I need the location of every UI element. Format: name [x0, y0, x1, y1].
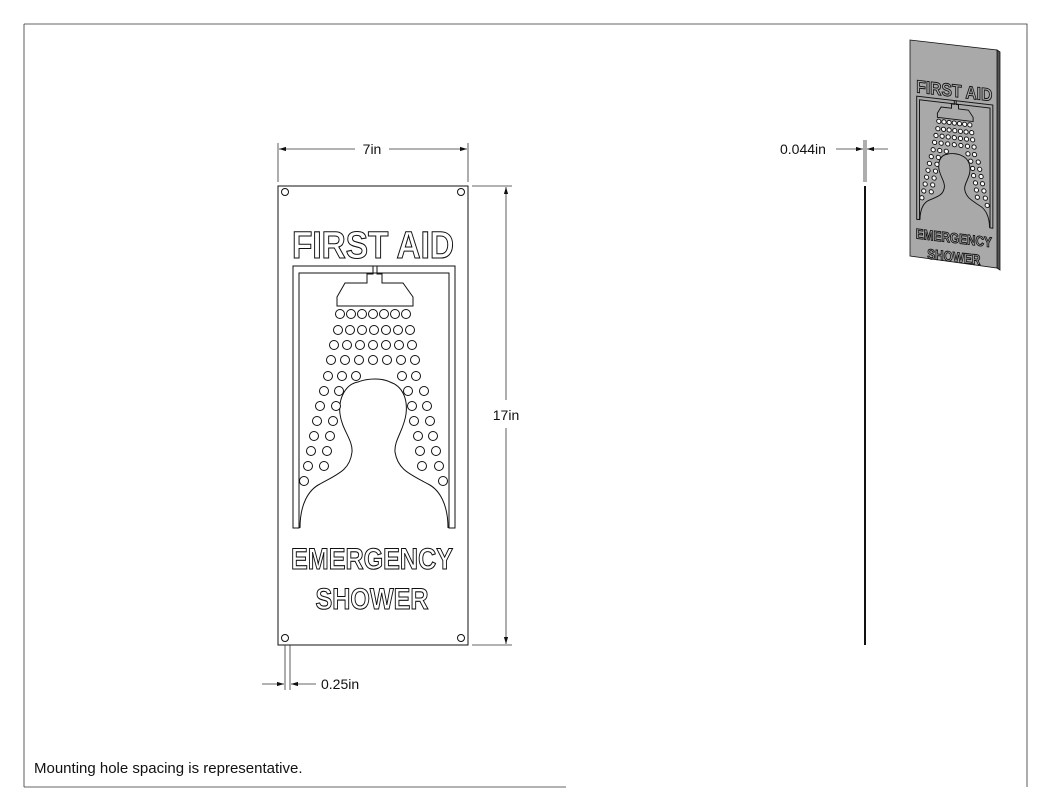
- iso-top-text: FIRST AID: [916, 76, 1003, 107]
- mounting-hole: [282, 635, 289, 642]
- water-drop: [420, 387, 429, 396]
- iso-water-drop: [934, 133, 938, 138]
- water-drop: [408, 341, 417, 350]
- iso-water-drop: [964, 130, 968, 135]
- iso-water-drop: [978, 167, 982, 172]
- water-drop: [426, 417, 435, 426]
- water-drop: [404, 387, 413, 396]
- iso-water-drop: [924, 175, 928, 180]
- water-drop: [335, 387, 344, 396]
- water-drop: [435, 462, 444, 471]
- iso-water-drop: [929, 154, 933, 159]
- iso-water-drop: [922, 189, 926, 194]
- width-dimension-label: 7in: [362, 141, 382, 157]
- iso-water-drop: [975, 195, 979, 200]
- water-drop: [300, 477, 309, 486]
- water-drop: [310, 432, 319, 441]
- water-drop: [370, 326, 379, 335]
- water-drop: [411, 356, 420, 365]
- iso-water-drop: [926, 168, 930, 173]
- iso-water-drop: [968, 123, 972, 128]
- sheet-border: [24, 24, 1027, 787]
- iso-water-drop: [965, 144, 969, 149]
- water-drop: [369, 310, 378, 319]
- sign-bottom-text-line1: EMERGENCY: [291, 543, 453, 576]
- iso-water-drop: [952, 135, 956, 140]
- water-drop: [383, 356, 392, 365]
- sign-top-text: FIRST AID: [292, 225, 454, 267]
- iso-water-drop: [973, 181, 977, 186]
- iso-water-drop: [958, 136, 962, 141]
- iso-water-drop: [931, 147, 935, 152]
- water-drop: [369, 341, 378, 350]
- iso-bottom-text-line2: SHOWER: [927, 245, 991, 269]
- iso-water-drop: [932, 140, 936, 145]
- side-view: [780, 140, 888, 645]
- thickness-dimension-label: 0.044in: [780, 141, 826, 157]
- inner-frame: [293, 266, 455, 528]
- water-drop: [412, 372, 421, 381]
- water-drop: [418, 462, 427, 471]
- water-drop: [414, 432, 423, 441]
- isometric-view: [910, 40, 1007, 270]
- iso-water-drop: [969, 159, 973, 164]
- front-view: [278, 186, 468, 645]
- water-drop: [346, 326, 355, 335]
- iso-water-drop: [976, 160, 980, 165]
- iso-water-drop: [927, 161, 931, 166]
- water-drop: [394, 326, 403, 335]
- water-drop: [326, 432, 335, 441]
- iso-water-drop: [974, 188, 978, 193]
- iso-water-drop: [940, 134, 944, 139]
- water-drop: [356, 341, 365, 350]
- iso-water-drop: [971, 166, 975, 171]
- iso-water-drop: [985, 203, 989, 208]
- iso-water-drop: [952, 121, 956, 126]
- iso-water-drop: [938, 148, 942, 153]
- hole-inset-dimension: [262, 645, 359, 692]
- iso-water-drop: [939, 141, 943, 146]
- iso-water-drop: [935, 162, 939, 167]
- iso-water-drop: [947, 120, 951, 125]
- iso-water-drop: [936, 126, 940, 131]
- water-drop: [398, 372, 407, 381]
- water-drop: [336, 310, 345, 319]
- water-drop: [323, 447, 332, 456]
- water-drop: [423, 402, 432, 411]
- iso-water-drop: [944, 149, 948, 154]
- iso-water-drop: [929, 189, 933, 194]
- iso-water-drop: [970, 130, 974, 135]
- iso-water-drop: [959, 143, 963, 148]
- water-drop: [338, 372, 347, 381]
- height-dimension-label: 17in: [492, 407, 520, 423]
- iso-water-drop: [952, 142, 956, 147]
- water-drop: [406, 326, 415, 335]
- plate-edge: [864, 186, 866, 645]
- iso-bottom-text-line1: EMERGENCY: [915, 225, 1007, 253]
- water-drop: [307, 447, 316, 456]
- iso-water-drop: [946, 142, 950, 147]
- iso-water-drop: [971, 137, 975, 142]
- iso-plate-side: [997, 50, 1000, 270]
- iso-water-drop: [963, 122, 967, 127]
- water-drop: [352, 372, 361, 381]
- water-drop: [329, 417, 338, 426]
- iso-water-drop: [933, 169, 937, 174]
- water-drop: [402, 310, 411, 319]
- iso-water-drop: [957, 121, 961, 126]
- water-drop: [347, 310, 356, 319]
- iso-water-drop: [972, 152, 976, 157]
- iso-water-drop: [953, 128, 957, 133]
- iso-water-drop: [920, 195, 924, 200]
- drawing-note: Mounting hole spacing is representative.: [34, 760, 303, 777]
- iso-water-drop: [982, 189, 986, 194]
- water-drop: [380, 310, 389, 319]
- iso-water-drop: [932, 176, 936, 181]
- mounting-hole: [458, 635, 465, 642]
- water-drop: [382, 326, 391, 335]
- iso-water-drop: [942, 120, 946, 125]
- water-drop: [432, 447, 441, 456]
- iso-water-drop: [979, 174, 983, 179]
- water-drop: [416, 447, 425, 456]
- iso-water-drop: [937, 119, 941, 124]
- iso-water-drop: [947, 128, 951, 133]
- water-drop: [327, 356, 336, 365]
- water-drop: [358, 310, 367, 319]
- iso-water-drop: [936, 155, 940, 160]
- sign-bottom-text-line2: SHOWER: [315, 583, 429, 616]
- iso-water-drop: [946, 135, 950, 140]
- iso-water-drop: [980, 181, 984, 186]
- iso-water-drop: [983, 196, 987, 201]
- water-drop: [320, 387, 329, 396]
- shower-head-icon: [337, 266, 413, 306]
- water-drop: [320, 462, 329, 471]
- water-drop: [304, 462, 313, 471]
- water-drop: [382, 341, 391, 350]
- water-drop: [334, 326, 343, 335]
- water-drop: [429, 432, 438, 441]
- hole-inset-dimension-label: 0.25in: [321, 676, 360, 692]
- water-drop: [330, 341, 339, 350]
- iso-water-drop: [958, 129, 962, 134]
- water-drop: [358, 326, 367, 335]
- iso-water-drop: [964, 137, 968, 142]
- iso-water-drop: [972, 145, 976, 150]
- height-dimension: [472, 186, 519, 645]
- water-drop: [408, 402, 417, 411]
- water-drop: [316, 402, 325, 411]
- width-dimension: [278, 141, 468, 182]
- water-drop: [343, 341, 352, 350]
- iso-water-drop: [931, 183, 935, 188]
- water-drop: [324, 372, 333, 381]
- water-drop: [397, 356, 406, 365]
- water-drop: [313, 417, 322, 426]
- water-drop: [355, 356, 364, 365]
- mounting-hole: [282, 189, 289, 196]
- iso-water-drop: [966, 151, 970, 156]
- mounting-hole: [458, 189, 465, 196]
- water-drops: [300, 310, 448, 486]
- water-drop: [369, 356, 378, 365]
- water-drop: [395, 341, 404, 350]
- water-drop: [439, 477, 448, 486]
- water-drop: [341, 356, 350, 365]
- water-drop: [410, 417, 419, 426]
- iso-water-drop: [941, 127, 945, 132]
- iso-water-drop: [923, 182, 927, 187]
- water-drop: [332, 402, 341, 411]
- iso-water-drop: [971, 173, 975, 178]
- water-drop: [391, 310, 400, 319]
